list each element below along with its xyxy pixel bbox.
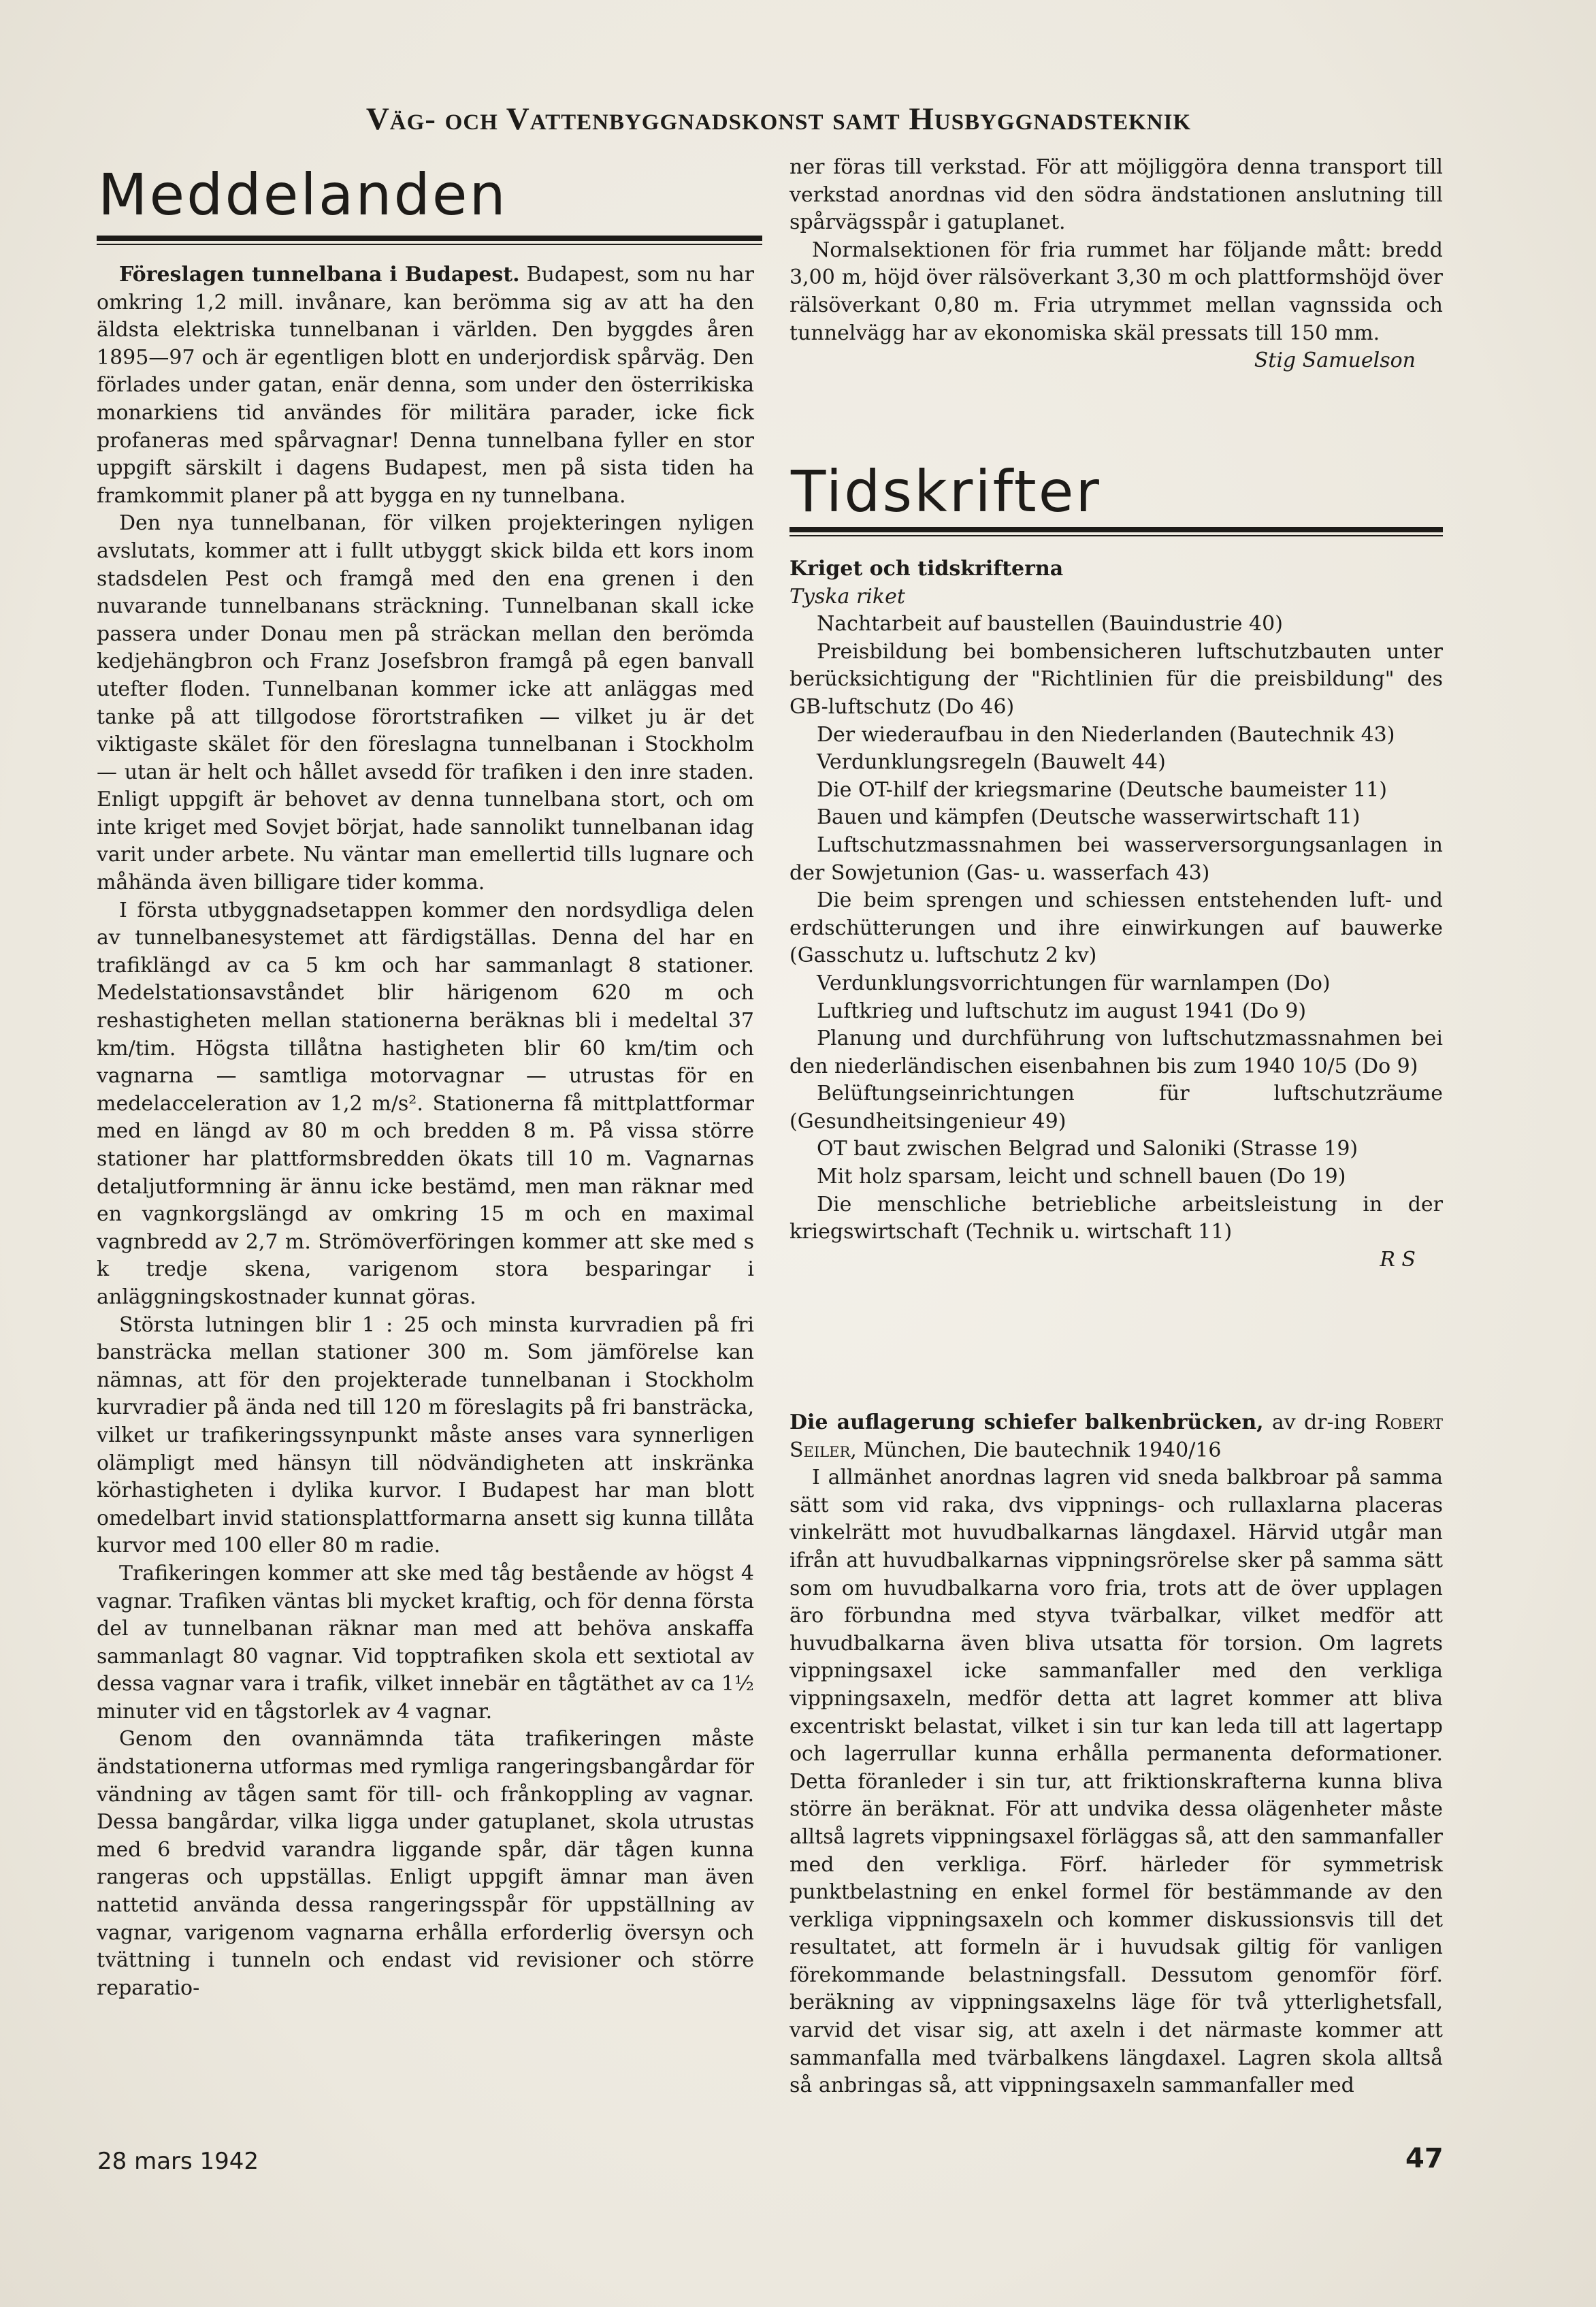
list-item: Die OT-hilf der kriegsmarine (Deutsche baumeister 11) <box>817 777 1388 802</box>
article2-byline-post: , München, Die bautechnik 1940/16 <box>850 1438 1222 1462</box>
running-head: Väg- och Vattenbyggnadskonst samt Husbyggnadsteknik <box>365 101 1192 137</box>
article2-body <box>789 1409 1443 2100</box>
list-item: Belüftungseinrichtungen für luftschutzräume (Gesundheitsingenieur 49) <box>789 1082 1443 1133</box>
list-subheading: Tyska riket <box>789 584 905 609</box>
body-paragraph: ner föras till verkstad. För att möjliggöra denna transport till verkstad anordnas vid den södra ändstationen anslutning till spårvägsspår i gatuplanet. <box>789 155 1443 235</box>
list-item: Luftschutzmassnahmen bei wasserversorgungsanlagen in der Sowjetunion (Gas- u. wasserfach 43) <box>789 833 1443 885</box>
section-title-meddelanden: Meddelanden <box>98 161 508 228</box>
meddelanden-body <box>97 261 754 2002</box>
list-item: Die menschliche betriebliche arbeitsleistung in der kriegswirtschaft (Technik u. wirtschaft 11) <box>789 1192 1443 1244</box>
page-number: 47 <box>1405 2143 1444 2174</box>
list-item: Planung und durchführung von luftschutzmassnahmen bei den niederländischen eisenbahnen bis zum 1940 10/5 (Do 9) <box>789 1027 1443 1078</box>
article-intro-paragraph <box>97 261 754 510</box>
body-paragraph: Genom den ovannämnda täta trafikeringen måste ändstationerna utformas med rymliga rangeringsbangårdar för vändning av tågen samt för till- och frånkoppling av vagnar. Dessa bangårdar, vilka ligga under gatuplanet, skola utrustas med 6 bredvid varandra liggande spår, där tågen kunna rangeras och uppställas. Enligt uppgift ämnar man även nattetid använda dessa rangeringsspår för uppställning av vagnar, varigenom vagnarna erhålla erforderlig översyn och tvättning i tunneln och endast vid revisioner och större reparatio- <box>97 1727 754 2000</box>
continued-text <box>789 154 1443 375</box>
list-heading: Kriget och tidskrifterna <box>789 557 1064 581</box>
body-paragraph: Normalsektionen för fria rummet har följande mått: bredd 3,00 m, höjd över rälsöverkant 3,30 m och plattformshöjd över rälsöverkant 0,80 m. Fria utrymmet mellan vagnssida och tunnelvägg har av ekonomiska skäl pressats till 150 mm. <box>789 238 1443 345</box>
section-rule <box>789 527 1443 532</box>
article-title: Föreslagen tunnelbana i Budapest. <box>119 263 520 287</box>
article2-title: Die auflagerung schiefer balkenbrücken, <box>789 1410 1264 1434</box>
list-item: Der wiederaufbau in den Niederlanden (Bautechnik 43) <box>817 722 1395 747</box>
list-item: Verdunklungsvorrichtungen für warnlampen (Do) <box>817 971 1331 995</box>
section-rule <box>97 236 762 241</box>
footer-date: 28 mars 1942 <box>97 2148 259 2175</box>
list-item: Mit holz sparsam, leicht und schnell bauen (Do 19) <box>817 1165 1346 1189</box>
article2-author: Robert Seiler <box>789 1410 1443 1462</box>
article2-byline-pre: av dr-ing <box>1263 1410 1375 1434</box>
body-paragraph: I första utbyggnadsetappen kommer den nordsydliga delen av tunnelbanesystemet att färdigställas. Denna del har en trafiklängd av ca 5 km och har sammanlagt 8 stationer. Medelstationsavståndet blir härigenom 620 m och reshastigheten mellan stationerna beräknas bli i medeltal 37 km/tim. Högsta tillåtna hastigheten blir 60 km/tim och vagnarna — samtliga motorvagnar — utrustas för en medelacceleration av 1,2 m/s². Stationerna få mittplattformar med en längd av 80 m och bredden 8 m. På vissa större stationer har plattformsbredden ökats till 10 m. Vagnarnas detaljutformning är ännu icke bestämd, men man räknar med en vagnkorgslängd av omkring 15 m och en maximal vagnbredd av 2,7 m. Strömöverföringen kommer att ske med s k tredje skena, varigenom stora besparingar i anläggningskostnader kunnat göras. <box>97 898 754 1309</box>
signature: R S <box>1380 1247 1416 1272</box>
body-paragraph: Trafikeringen kommer att ske med tåg bestående av högst 4 vagnar. Trafiken väntas bli mycket kraftig, och för denna första del av tunnelbanan räknar man med att behöva anskaffa sammanlagt 80 vagnar. Vid topptrafiken skola ett sextiotal av dessa vagnar vara i trafik, vilket innebär en tågtäthet av ca 1½ minuter vid en tågstorlek av 4 vagnar. <box>97 1561 754 1724</box>
list-item: Luftkrieg und luftschutz im august 1941 (Do 9) <box>817 999 1307 1023</box>
body-paragraph: Största lutningen blir 1 : 25 och minsta kurvradien på fri bansträcka mellan stationer 300 m. Som jämförelse kan nämnas, att för den projekterade tunnelbanan i Stockholm kurvradier på ända ned till 120 m föreslagits på fri bansträcka, vilket ur trafikeringssynpunkt måste anses vara synnerligen olämpligt med hänsyn till nödvändigheten att inskränka körhastigheten i dylika kurvor. I Budapest har man blott omedelbart invid stationsplattformarna ansett sig kunna tillåta kurvor med 100 eller 80 m radie. <box>97 1312 754 1558</box>
signature: Stig Samuelson <box>1254 349 1416 373</box>
list-item: Preisbildung bei bombensicheren luftschutzbauten unter berücksichtigung der "Richtlinien für die preisbildung" des GB-luftschutz (Do 46) <box>789 639 1443 719</box>
list-item: Nachtarbeit auf baustellen (Bauindustrie 40) <box>817 612 1283 636</box>
body-paragraph: Den nya tunnelbanan, för vilken projekteringen nyligen avslutats, kommer att i fullt utbyggt skick bilda ett kors inom stadsdelen Pest och framgå med den ena grenen i den nuvarande tunnelbanans sträckning. Tunnelbanan skall icke passera under Donau men på sträckan mellan den berömda kedjehängbron och Franz Josefsbron framgå på egen banvall utefter floden. Tunnelbanan kommer icke att anläggas med tanke på att tillgodose förortstrafiken — vilket ju är det viktigaste skälet för den föreslagna tunnelbanan i Stockholm — utan är helt och hållet avsedd för trafiken i den inre staden. Enligt uppgift är behovet av denna tunnelbana stort, och om inte kriget med Sovjet börjat, hade sannolikt tunnelbanan idag varit under arbete. Nu väntar man emellertid tills lugnare och måhända även billigare tider komma. <box>97 511 754 895</box>
section-title-tidskrifter: Tidskrifter <box>791 458 1101 525</box>
list-item: Bauen und kämpfen (Deutsche wasserwirtschaft 11) <box>817 805 1361 830</box>
list-item: OT baut zwischen Belgrad und Saloniki (Strasse 19) <box>817 1137 1358 1161</box>
article2-header <box>789 1409 1443 1464</box>
article-intro-text: Budapest, som nu har omkring 1,2 mill. invånare, kan berömma sig av att ha den äldsta elektriska tunnelbanan i världen. Den byggdes åren 1895—97 och är egentligen blott en underjordisk spårväg. Den förlades under gatan, enär denna, som under den österrikiska monarkiens tid användes för militära parader, icke fick profaneras med spårvagnar! Denna tunnelbana fyller en stor uppgift särskilt i dagens Budapest, men på sista tiden ha framkommit planer på att bygga en ny tunnelbana. <box>97 263 754 508</box>
list-item: Verdunklungsregeln (Bauwelt 44) <box>817 750 1166 775</box>
list-item: Die beim sprengen und schiessen entstehenden luft- und erdschütterungen und ihre einwirkungen auf bauwerke (Gasschutz u. luftschutz 2 kv) <box>789 888 1443 968</box>
tidskrifter-list <box>789 555 1443 1274</box>
body-paragraph: I allmänhet anordnas lagren vid sneda balkbroar på samma sätt som vid raka, dvs vippnings- och rullaxlarna placeras vinkelrätt mot huvudbalkarnas längdaxel. Härvid utgår man ifrån att huvudbalkarnas vippningsrörelse sker på samma sätt som om huvudbalkarna voro fria, trots att de över upplagen äro förbundna med styva tvärbalkar, vilket medför att huvudbalkarna även bliva utsatta för torsion. Om lagrets vippningsaxel icke sammanfaller med den verkliga vippningsaxeln, medför detta att lagret kommer att bliva excentriskt belastat, vilket i sin tur kan leda till att lagertapp och lagerrullar kunna erhålla permanenta deformationer. Detta föranleder i sin tur, att friktionskrafterna kunna bliva större än beräknat. För att undvika dessa olägenheter måste alltså lagrets vippningsaxel förläggas så, att den sammanfaller med den verkliga. Förf. härleder för symmetrisk punktbelastning en enkel formel för bestämmande av den verkliga vippningsaxeln och kommer diskussionsvis till det resultatet, att formeln är i huvudsak giltig för vanligen förekommande belastningsfall. Dessutom genomför förf. beräkning av vippningsaxelns läge för två ytterlighetsfall, varvid det visar sig, att axeln i det närmaste kommer att sammanfalla med tvärbalkens längdaxel. Lagren skola alltså så anbringas så, att vippningsaxeln sammanfaller med <box>789 1466 1443 2098</box>
